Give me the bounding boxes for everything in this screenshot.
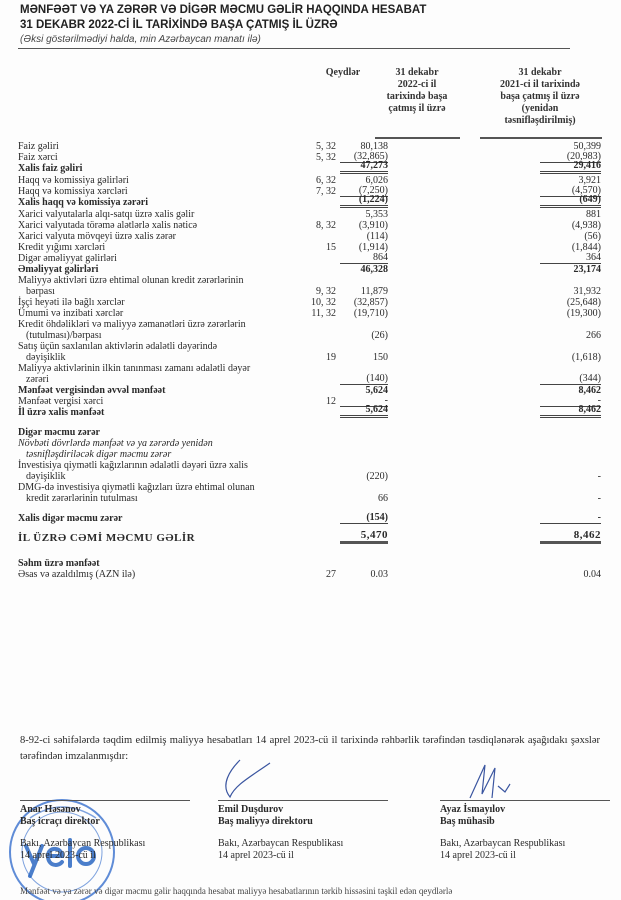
value-2021: 364 <box>540 252 601 264</box>
row-label-line: Satış üçün saxlanılan aktivlərin ədalətli dəyərində <box>18 341 218 352</box>
table-row <box>0 160 621 174</box>
table-row <box>0 404 621 418</box>
signatory-place: Bakı, Azərbaycan Respublikası <box>218 838 344 849</box>
row-label-line: Maliyyə aktivləri üzrə ehtimal olunan kredit zərərlərinin <box>18 275 244 286</box>
table-row <box>0 186 621 197</box>
value-2022: (114) <box>366 231 388 242</box>
row-label-line: Xarici valyuta mövqeyi üzrə xalis zərər <box>18 231 176 242</box>
signatory-date: 14 aprel 2023-cü il <box>440 850 516 861</box>
value-2021: 266 <box>586 330 601 341</box>
row-label-line: dəyişiklik <box>26 352 66 363</box>
signatory-date: 14 aprel 2023-cü il <box>218 850 294 861</box>
value-2022: (3,910) <box>358 220 388 231</box>
row-label <box>18 163 296 174</box>
value-2022: (220) <box>366 471 388 482</box>
row-label-line: Xarici valyutada törəmə alətlərlə xalis nəticə <box>18 220 198 231</box>
value-2021: (19,300) <box>566 308 601 319</box>
column-header-line: 31 dekabr <box>518 67 562 78</box>
row-label-line: Əsas və azaldılmış (AZN ilə) <box>18 569 136 580</box>
table-row <box>0 141 621 152</box>
row-note: 12 <box>326 396 336 407</box>
value-2022: 5,624 <box>340 404 388 418</box>
signatory-title: Baş mühasib <box>440 816 495 827</box>
row-label <box>18 533 296 544</box>
row-label <box>18 308 296 319</box>
table-row <box>0 220 621 231</box>
column-rule <box>480 137 602 139</box>
row-note: 27 <box>326 569 336 580</box>
row-label <box>18 275 296 297</box>
row-label-line: kredit zərərlərinin tutulması <box>26 493 138 504</box>
row-label-line: İşçi heyəti ilə bağlı xərclər <box>18 297 125 308</box>
table-row <box>0 319 621 341</box>
row-label-line: Əməliyyat gəlirləri <box>18 264 99 275</box>
row-label-line: Digər məcmu zərər <box>18 427 100 438</box>
value-2021: 8,462 <box>540 530 601 544</box>
value-2022: (7,250) <box>340 185 388 197</box>
row-label <box>18 438 296 460</box>
value-2022: (140) <box>340 373 388 385</box>
value-2021: (4,938) <box>571 220 601 231</box>
value-2022: (1,224) <box>340 194 388 208</box>
row-label-line: Kredit öhdəlikləri və maliyyə zəmanətləri üzrə zərərlərin <box>18 319 246 330</box>
row-label-line: Xalis digər məcmu zərər <box>18 513 123 524</box>
signature-line <box>20 800 190 801</box>
value-2022: 11,879 <box>360 286 388 297</box>
column-header-line: 31 dekabr <box>395 67 439 78</box>
value-2021: (1,844) <box>571 242 601 253</box>
value-2022: - <box>340 395 388 407</box>
signature-line <box>218 800 388 801</box>
table-row <box>0 363 621 385</box>
row-label <box>18 242 296 253</box>
row-note: 5, 32 <box>316 141 336 152</box>
table-row <box>0 513 621 524</box>
value-2021: 31,932 <box>573 286 601 297</box>
row-label <box>18 297 296 308</box>
value-2022: 80,138 <box>360 141 388 152</box>
row-label <box>18 482 296 504</box>
row-label-line: Kredit yığımı xərcləri <box>18 242 106 253</box>
value-2021: (56) <box>584 231 601 242</box>
table-row <box>0 427 621 438</box>
value-2021: - <box>597 471 601 482</box>
approval-text: 8-92-ci səhifələrdə təqdim edilmiş maliyyə hesabatları 14 aprel 2023-cü il tarixində rəhbərlik tərəfindən təsdiqlənərək aşağıdakı şəxslər tərəfindən imzalanmışdır: <box>20 735 600 762</box>
value-2021: (344) <box>540 373 601 385</box>
column-header-line: təsnifləşdirilmiş) <box>504 115 576 126</box>
row-label-line: Səhm üzrə mənfəət <box>18 558 100 569</box>
row-label <box>18 231 296 242</box>
row-label-line: Ümumi və inzibati xərclər <box>18 308 124 319</box>
value-2021: 3,921 <box>578 175 601 186</box>
prior-year-column-header <box>478 67 602 127</box>
table-row <box>0 438 621 460</box>
value-2022: 5,353 <box>365 209 388 220</box>
row-note: 11, 32 <box>311 308 336 319</box>
table-row <box>0 482 621 504</box>
value-2022: (32,865) <box>340 151 388 163</box>
value-2022: 6,026 <box>365 175 388 186</box>
value-2021: - <box>540 395 601 407</box>
value-2022: (154) <box>340 512 388 524</box>
table-row <box>0 242 621 253</box>
row-label-line: İl üzrə xalis mənfəət <box>18 407 105 418</box>
value-2022: 5,624 <box>365 385 388 396</box>
row-label <box>18 141 296 152</box>
signatory-block <box>440 800 610 862</box>
row-label <box>18 341 296 363</box>
signature-cfo <box>200 755 280 800</box>
column-header-line: tarixində başa <box>386 91 448 102</box>
value-2021: - <box>597 493 601 504</box>
row-label <box>18 253 296 264</box>
signatory-name: Emil Duşdurov <box>218 804 284 815</box>
value-2022: (26) <box>371 330 388 341</box>
row-label-line: Xalis haqq və komissiya zərəri <box>18 197 148 208</box>
row-label-line: Maliyyə aktivlərinin ilkin tanınması zamanı ədalətli dəyər <box>18 363 251 374</box>
signatory-name: Anar Həsənov <box>20 804 81 815</box>
row-label <box>18 396 296 407</box>
statement-table <box>0 141 621 580</box>
value-2022: 46,328 <box>360 264 388 275</box>
table-row <box>0 308 621 319</box>
row-note: 6, 32 <box>316 175 336 186</box>
column-rule <box>375 137 460 139</box>
row-note: 5, 32 <box>316 152 336 163</box>
title-line-1: MƏNFƏƏT VƏ YA ZƏRƏR VƏ DİGƏR MƏCMU GƏLİR HAQQINDA HESABAT <box>20 4 427 16</box>
row-label <box>18 460 296 482</box>
signatory-place: Bakı, Azərbaycan Respublikası <box>440 838 566 849</box>
row-label-line: Digər əməliyyat gəlirləri <box>18 253 117 264</box>
value-2022: 47,273 <box>340 160 388 174</box>
table-row <box>0 569 621 580</box>
row-note: 8, 32 <box>316 220 336 231</box>
row-label <box>18 209 296 220</box>
value-2021: (25,648) <box>566 297 601 308</box>
value-2021: - <box>540 512 601 524</box>
row-label-line: Faiz xərci <box>18 152 58 163</box>
table-row <box>0 253 621 264</box>
table-row <box>0 385 621 396</box>
signatory-block <box>218 800 388 862</box>
table-row <box>0 297 621 308</box>
value-2021: (649) <box>540 194 601 208</box>
value-2021: 50,399 <box>573 141 601 152</box>
row-label-line: Haqq və komissiya gəlirləri <box>18 175 129 186</box>
row-label-line: Haqq və komissiya xərcləri <box>18 186 128 197</box>
column-header-line: (yenidən <box>521 103 559 114</box>
signatory-date: 14 aprel 2023-cü il <box>20 850 96 861</box>
row-label <box>18 407 296 418</box>
row-label-line: Faiz gəliri <box>18 141 59 152</box>
row-label-line: (tutulması)/bərpası <box>26 330 102 341</box>
value-2022: 66 <box>378 493 388 504</box>
row-note: 10, 32 <box>311 297 336 308</box>
signatory-place: Bakı, Azərbaycan Respublikası <box>20 838 146 849</box>
row-label <box>18 186 296 197</box>
table-row <box>0 341 621 363</box>
row-label-line: DMG-də investisiya qiymətli kağızları üzrə ehtimal olunan <box>18 482 255 493</box>
row-label <box>18 385 296 396</box>
title-line-2: 31 DEKABR 2022-Cİ İL TARİXİNDƏ BAŞA ÇATMIŞ İL ÜZRƏ <box>20 19 338 31</box>
value-2022: 0.03 <box>370 569 388 580</box>
column-header-line: başa çatmış il üzrə <box>500 91 580 102</box>
row-label <box>18 558 296 569</box>
row-label-line: Mənfəət vergisi xərci <box>18 396 104 407</box>
value-2022: 150 <box>373 352 388 363</box>
row-label-line: dəyişiklik <box>26 471 66 482</box>
column-header-line: çatmış il üzrə <box>388 103 446 114</box>
footer-note: Mənfəət və ya zərər və digər məcmu gəlir haqqında hesabat maliyyə hesabatlarının tərkib hissəsini təşkil edən qeydlərlə <box>20 886 453 896</box>
column-header-line: 2022-ci il <box>397 79 437 90</box>
row-label <box>18 197 296 208</box>
column-header-line: 2021-ci il tarixində <box>500 79 580 90</box>
row-label-line: bərpası <box>26 286 55 297</box>
value-2021: 8,462 <box>578 385 601 396</box>
header-divider <box>18 48 570 49</box>
value-2021: 29,416 <box>540 160 601 174</box>
value-2021: 881 <box>586 209 601 220</box>
value-2022: (1,914) <box>358 242 388 253</box>
notes-column-header: Qeydlər <box>325 67 361 78</box>
row-note: 15 <box>326 242 336 253</box>
row-label-line: Növbəti dövrlərdə mənfəət və ya zərərdə yenidən <box>18 438 213 449</box>
table-row <box>0 529 621 544</box>
subtitle: (Əksi göstərilmədiyi halda, min Azərbaycan manatı ilə) <box>20 34 261 45</box>
row-label <box>18 264 296 275</box>
row-label-line: İnvestisiya qiymətli kağızlarının ədalətli dəyəri üzrə xalis <box>18 460 248 471</box>
value-2021: 8,462 <box>540 404 601 418</box>
row-label <box>18 569 296 580</box>
value-2021: 23,174 <box>573 264 601 275</box>
value-2022: 864 <box>340 252 388 264</box>
table-row <box>0 558 621 569</box>
value-2021: (20,983) <box>540 151 601 163</box>
row-label-line: təsnifləşdiriləcək digər məcmu zərər <box>26 449 172 460</box>
table-row <box>0 194 621 208</box>
row-label-line: Xarici valyutalarla alqı-satqı üzrə xalis gəlir <box>18 209 195 220</box>
signature-line <box>440 800 610 801</box>
row-note: 19 <box>326 352 336 363</box>
table-row <box>0 275 621 297</box>
value-2022: (32,857) <box>353 297 388 308</box>
signatory-block <box>20 800 190 862</box>
row-label <box>18 175 296 186</box>
row-label <box>18 363 296 385</box>
value-2021: 0.04 <box>583 569 601 580</box>
table-row <box>0 209 621 220</box>
row-note: 9, 32 <box>316 286 336 297</box>
table-row <box>0 175 621 186</box>
table-row <box>0 460 621 482</box>
row-label-line: İL ÜZRƏ CƏMİ MƏCMU GƏLİR <box>18 532 196 544</box>
value-2022: 5,470 <box>340 530 388 544</box>
table-row <box>0 264 621 275</box>
value-2022: (19,710) <box>353 308 388 319</box>
table-row <box>0 396 621 407</box>
value-2021: (1,618) <box>571 352 601 363</box>
table-row <box>0 231 621 242</box>
row-label <box>18 427 296 438</box>
signatory-name: Ayaz İsmayılov <box>440 804 506 815</box>
row-label-line: Mənfəət vergisindən əvvəl mənfəət <box>18 385 166 396</box>
row-note: 7, 32 <box>316 186 336 197</box>
row-label <box>18 319 296 341</box>
signature-accountant <box>460 760 520 800</box>
table-row <box>0 152 621 163</box>
signatory-title: Baş maliyyə direktoru <box>218 816 313 827</box>
row-label <box>18 220 296 231</box>
row-label-line: zərəri <box>26 374 49 385</box>
row-label <box>18 513 296 524</box>
signatory-title: Baş icraçı direktor <box>20 816 100 827</box>
current-year-column-header <box>372 67 462 115</box>
value-2021: (4,570) <box>540 185 601 197</box>
row-label-line: Xalis faiz gəliri <box>18 163 83 174</box>
row-label <box>18 152 296 163</box>
